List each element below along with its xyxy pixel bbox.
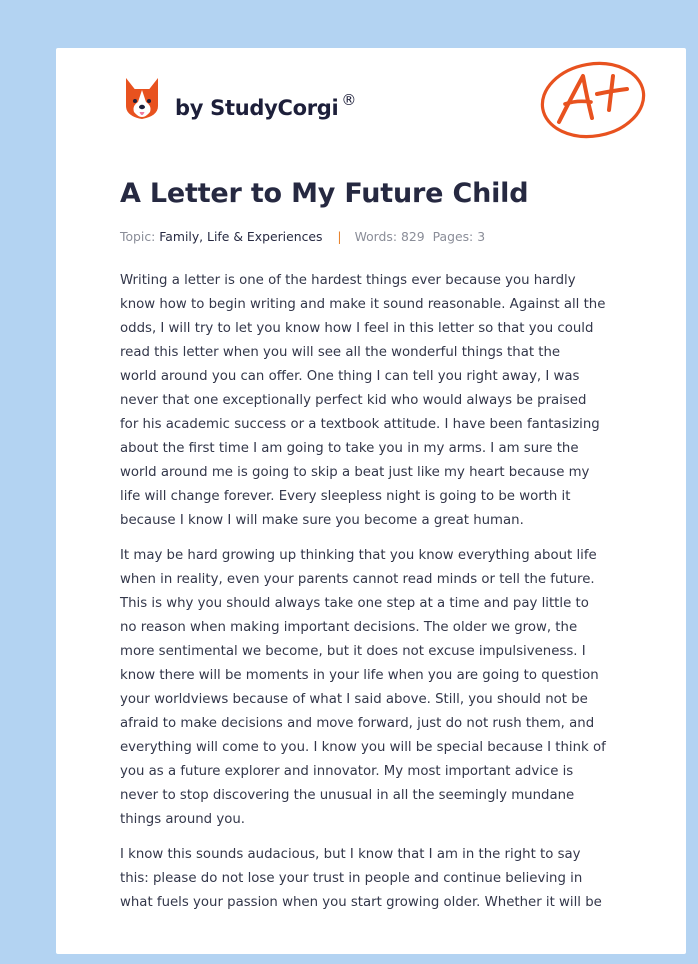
corgi-logo-icon[interactable] (122, 76, 162, 124)
topic-link[interactable]: Family, Life & Experiences (159, 229, 323, 244)
document-title: A Letter to My Future Child (120, 178, 529, 209)
meta-separator: | (337, 229, 342, 244)
document-meta (120, 229, 485, 244)
essay-paragraph: I know this sounds audacious, but I know that I am in the right to say this: please do not lose your trust in people and continue believing in what fuels your passion when you start growing older. Whether it will be (120, 847, 602, 910)
essay-paragraph: It may be hard growing up thinking that you know everything about life when in reality, even your parents cannot read minds or tell the future. This is why you should always take one step at a time and pay little to no reason when making important decisions. The older we grow, the more sentimental we become, but it does not excuse impulsiveness. I know there will be moments in your life when you are going to question your worldviews because of what I said above. Still, you should not be afraid to make decisions and move forward, just do not rush them, and everything will come to you. I know you will be special because I think of you as a future explorer and innovator. My most important advice is never to stop discovering the unusual in all the seemingly mundane things around you. (120, 548, 606, 827)
document-page (56, 48, 686, 954)
registered-mark: ® (341, 91, 357, 109)
essay-paragraph: Writing a letter is one of the hardest things ever because you hardly know how to begin writing and make it sound reasonable. Against all the odds, I will try to let you know how I feel in this letter so that you could read this letter when you will see all the wonderful things that the world around you can offer. One thing I can tell you right away, I was never that one exceptionally perfect kid who would always be praised for his academic success or a textbook attitude. I have been fantasizing about the first time I am going to take you in my arms. I am sure the world around me is going to skip a beat just like my heart because my life will change forever. Every sleepless night is going to be worth it because I know I will make sure you become a great human. (120, 273, 606, 528)
brand-wordmark: StudyCorgi (210, 96, 339, 120)
brand-prefix: by (175, 96, 211, 120)
words-value: 829 (401, 229, 425, 244)
pages-label: Pages: (432, 229, 474, 244)
a-plus-stamp-icon (537, 58, 649, 142)
page-header (56, 48, 686, 168)
brand-name[interactable] (175, 93, 356, 120)
topic-label: Topic: (120, 229, 156, 244)
pages-value: 3 (477, 229, 486, 244)
essay-body (120, 269, 636, 926)
words-label: Words: (354, 229, 398, 244)
